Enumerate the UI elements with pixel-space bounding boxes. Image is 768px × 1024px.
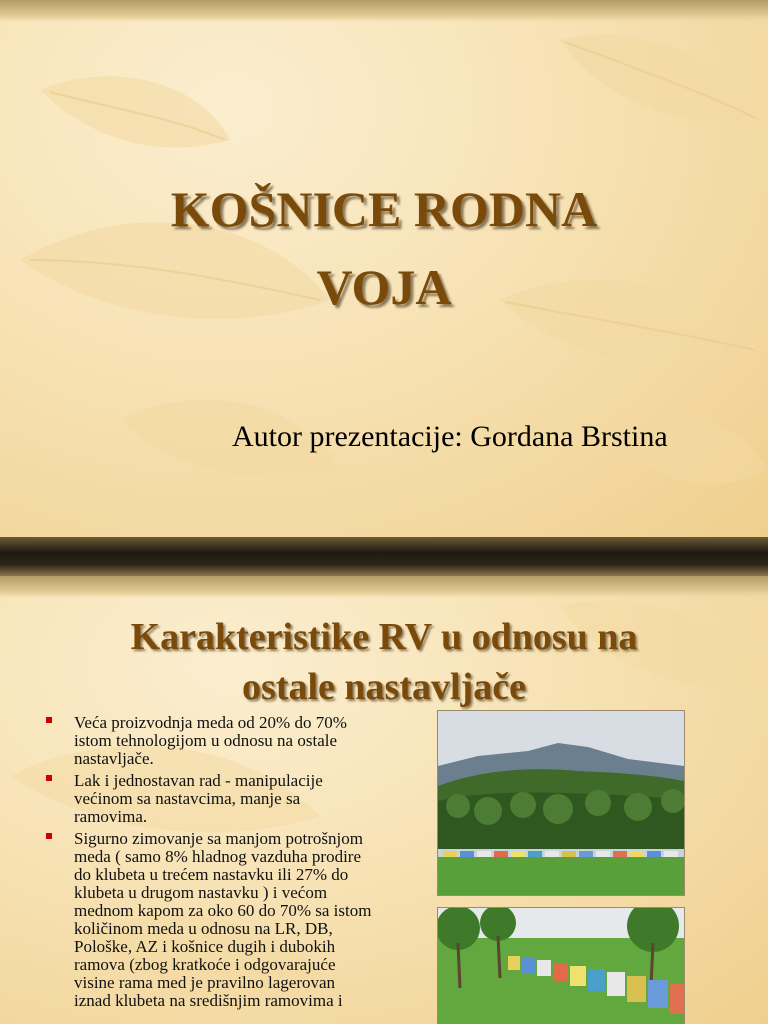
bullet-list — [44, 714, 374, 1014]
bullet-square-icon — [46, 833, 52, 839]
title-line-2: VOJA — [316, 259, 452, 315]
title-line-2: ostale nastavljače — [242, 666, 526, 708]
list-item — [44, 830, 374, 1010]
apiary-hillside-photo — [437, 710, 685, 896]
slide-title — [0, 612, 768, 712]
slide-separator — [0, 537, 768, 576]
bullet-text: Sigurno zimovanje sa manjom potrošnjom meda ( samo 8% hladnog vazduha prodire do klubeta u trećem nastavku ili 27% do klubeta u drugom nastavku ) i većom mednom kapom za oko 60 do 70% sa istom količinom meda u odnosu na LR, DB, Pološke, AZ i košnice dugih i dubokih ramova (zbog kratkoće i odgovarajuće visine rama med je pravilno lagerovan iznad klubeta na središnjim ramovima i — [74, 829, 372, 1010]
bullet-square-icon — [46, 717, 52, 723]
title-line-1: Karakteristike RV u odnosu na — [130, 616, 638, 658]
content-slide — [0, 576, 768, 1024]
bullet-text: Veća proizvodnja meda od 20% do 70% istom tehnologijom u odnosu na ostale nastavljače. — [74, 713, 347, 768]
bullet-square-icon — [46, 775, 52, 781]
bullet-text: Lak i jednostavan rad - manipulacije većinom sa nastavcima, manje sa ramovima. — [74, 771, 323, 826]
author-line: Autor prezentacije: Gordana Brstina — [232, 420, 668, 453]
slide-title — [0, 170, 768, 326]
list-item — [44, 772, 374, 826]
list-item — [44, 714, 374, 768]
beehive-row-photo — [437, 907, 685, 1024]
title-line-1: KOŠNICE RODNA — [170, 181, 598, 237]
